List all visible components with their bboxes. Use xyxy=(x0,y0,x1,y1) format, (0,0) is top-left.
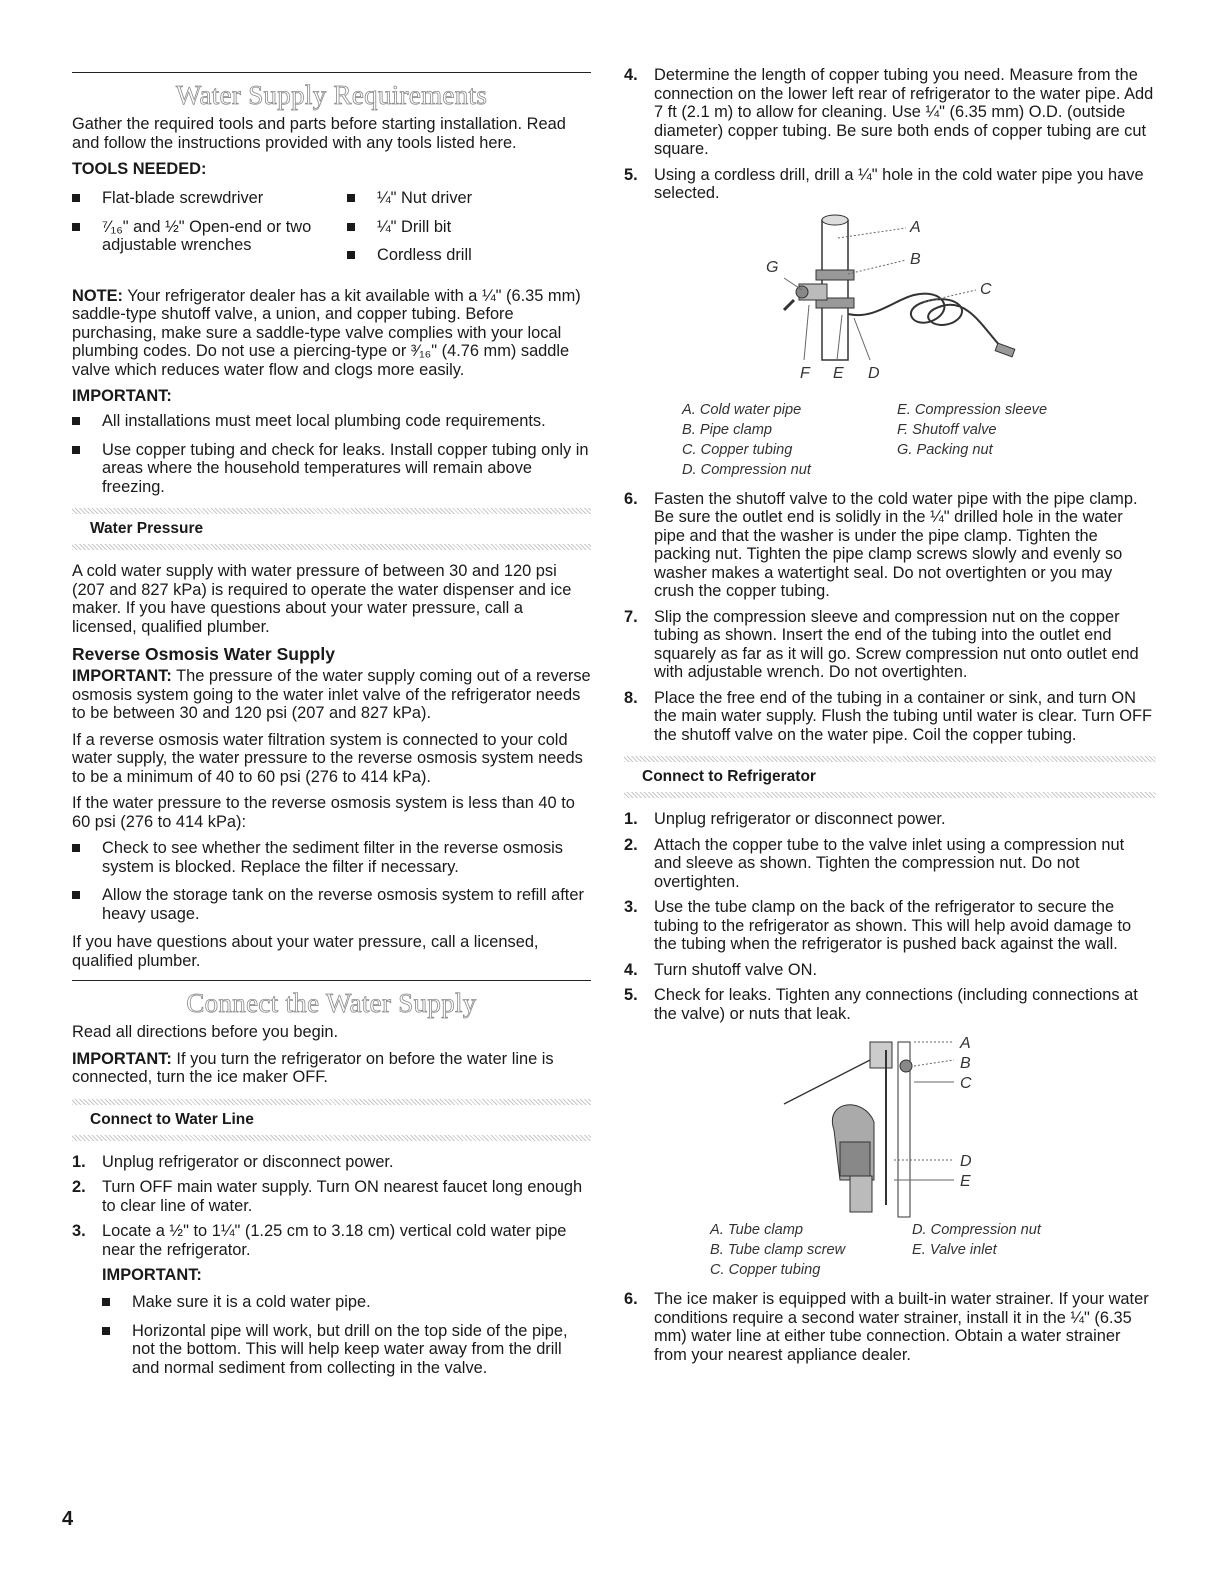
step-item: 7. Slip the compression sleeve and compression nut on the copper tubing as shown. Insert the end of the tubing into the outlet end squarely as far as it will go. Screw compression nut onto outlet end with adjustable wrench. Do not overtighten. xyxy=(624,607,1139,681)
list-item: ¼" Drill bit xyxy=(347,218,587,237)
step-item: 3. Locate a ½" to 1¼" (1.25 cm to 3.18 cm) vertical cold water pipe near the refrigerator. xyxy=(72,1222,567,1259)
figure-legend: A. Cold water pipe E. Compression sleeve B. Pipe clamp F. Shutoff valve C. Copper tubing G. Packing nut D. Compression nut xyxy=(682,401,1048,478)
right-column xyxy=(624,66,1156,1371)
valve-inlet-figure xyxy=(624,1030,1156,1220)
left-column xyxy=(72,62,591,1387)
step-item: 4. Determine the length of copper tubing you need. Measure from the connection on the lower left rear of refrigerator to the water pipe. Add 7 ft (2.1 m) to allow for cleaning. Use ¼" (6.35 mm) O.D. (outside diameter) copper tubing. Be sure both ends of copper tubing are cut square. xyxy=(624,66,1154,158)
list-item: ¼" Nut driver xyxy=(347,189,587,208)
reverse-osmosis-closing: If you have questions about your water pressure, call a licensed, qualified plumber. xyxy=(72,933,539,970)
reverse-osmosis-para: If the water pressure to the reverse osmosis system is less than 40 to 60 psi (276 to 414 kPa): xyxy=(72,794,575,831)
connect-supply-important: IMPORTANT: If you turn the refrigerator on before the water line is connected, turn the ice maker OFF. xyxy=(72,1049,554,1086)
reverse-osmosis-heading: Reverse Osmosis Water Supply xyxy=(72,644,335,664)
figure-label: E xyxy=(960,1173,971,1190)
figure-label: G xyxy=(766,258,779,276)
figure-label: F xyxy=(800,364,810,382)
connect-water-line-header: Connect to Water Line xyxy=(72,1099,591,1141)
list-item: Use copper tubing and check for leaks. Install copper tubing only in areas where the household temperatures will remain above freezing. xyxy=(72,441,591,497)
connect-refrigerator-header: Connect to Refrigerator xyxy=(624,756,1156,798)
water-pressure-text: A cold water supply with water pressure of between 30 and 120 psi (207 and 827 kPa) is required to operate the water dispenser and ice maker. If you have questions about your water pressure, call a licensed, qualified plumber. xyxy=(72,562,572,636)
water-supply-intro: Gather the required tools and parts before starting installation. Read and follow the instructions provided with any tools listed here. xyxy=(72,115,566,152)
valve-inlet-illustration xyxy=(624,1030,1156,1220)
list-item: Flat-blade screwdriver xyxy=(72,189,347,208)
step-item: 6. The ice maker is equipped with a built-in water strainer. If your water conditions require a second water strainer, install it in the ¼" (6.35 mm) water line at either tube connection. Obtain a water strainer from your nearest appliance dealer. xyxy=(624,1290,1149,1364)
step-item: 2. Attach the copper tube to the valve inlet using a compression nut and sleeve as shown. Tighten the compression nut. Do not overtighten. xyxy=(624,835,1125,891)
list-item: Check to see whether the sediment filter in the reverse osmosis system is blocked. Replace the filter if necessary. xyxy=(72,839,591,876)
page-number: 4 xyxy=(62,1508,74,1530)
step-item: 5. Using a cordless drill, drill a ¼" hole in the cold water pipe you have selected. xyxy=(624,165,1144,202)
list-item: Horizontal pipe will work, but drill on the top side of the pipe, not the bottom. This will help keep water away from the drill and normal sediment from collecting in the valve. xyxy=(102,1322,591,1378)
important-heading: IMPORTANT: xyxy=(102,1266,202,1284)
figure-label: A xyxy=(960,1035,971,1052)
tools-heading: TOOLS NEEDED: xyxy=(72,160,207,178)
figure-label: D xyxy=(868,364,880,382)
tools-list xyxy=(72,189,591,275)
list-item: ⁷⁄₁₆" and ½" Open-end or two adjustable wrenches xyxy=(72,218,347,255)
figure-label: A xyxy=(910,218,921,236)
step-item: 5. Check for leaks. Tighten any connections (including connections at the valve) or nuts that leak. xyxy=(624,986,1138,1023)
section-rule xyxy=(72,72,591,73)
list-item: All installations must meet local plumbing code requirements. xyxy=(72,412,591,431)
step-item: 4. Turn shutoff valve ON. xyxy=(624,960,818,979)
reverse-osmosis-important: IMPORTANT: The pressure of the water supply coming out of a reverse osmosis system going to the water inlet valve of the refrigerator needs to be between 30 and 120 psi (207 and 827 kPa). xyxy=(72,667,591,722)
figure-label: E xyxy=(833,364,844,382)
shutoff-valve-figure xyxy=(624,210,1156,400)
note-paragraph: NOTE: Your refrigerator dealer has a kit available with a ¼" (6.35 mm) saddle-type shutoff valve, a union, and copper tubing. Before purchasing, make sure a saddle-type valve complies with your local plumbing codes. Do not use a piercing-type or ³⁄₁₆" (4.76 mm) saddle valve which reduces water flow and clogs more easily. xyxy=(72,286,581,379)
shutoff-valve-illustration xyxy=(624,210,1156,400)
figure-label: D xyxy=(960,1153,972,1170)
list-item: Make sure it is a cold water pipe. xyxy=(102,1293,591,1312)
list-item: Allow the storage tank on the reverse osmosis system to refill after heavy usage. xyxy=(72,886,591,923)
water-pressure-header: Water Pressure xyxy=(72,508,591,550)
water-supply-title: Water Supply Requirements xyxy=(175,80,488,110)
step-item: 1. Unplug refrigerator or disconnect power. xyxy=(624,810,946,828)
step-item: 1. Unplug refrigerator or disconnect power. xyxy=(72,1152,394,1171)
reverse-osmosis-para: If a reverse osmosis water filtration system is connected to your cold water supply, the water pressure to the reverse osmosis system needs to be a minimum of 40 to 60 psi (276 to 414 kPa). xyxy=(72,730,583,786)
list-item: Cordless drill xyxy=(347,246,587,265)
figure-label: B xyxy=(960,1055,971,1072)
connect-supply-title: Connect the Water Supply xyxy=(186,988,477,1018)
figure-label: C xyxy=(980,280,992,298)
important-heading: IMPORTANT: xyxy=(72,387,172,405)
step-item: 6. Fasten the shutoff valve to the cold water pipe with the pipe clamp. Be sure the outlet end is solidly in the ¼" drilled hole in the water pipe and that the washer is under the pipe clamp. Tighten the packing nut. Tighten the pipe clamp screws slowly and evenly so washer makes a watertight seal. Do not overtighten or you may crush the copper tubing. xyxy=(624,489,1138,600)
figure-label: B xyxy=(910,250,921,268)
step-item: 3. Use the tube clamp on the back of the refrigerator to secure the tubing to the refrigerator as shown. This will help avoid damage to the tubing when the refrigerator is pushed back against the wall. xyxy=(624,898,1132,953)
figure-legend: A. Tube clamp D. Compression nut B. Tube clamp screw E. Valve inlet C. Copper tubing xyxy=(710,1222,1041,1278)
step-item: 2. Turn OFF main water supply. Turn ON nearest faucet long enough to clear line of water. xyxy=(72,1178,583,1215)
step-item: 8. Place the free end of the tubing in a container or sink, and turn ON the main water supply. Flush the tubing until water is clear. Turn OFF the shutoff valve on the water pipe. Coil the copper tubing. xyxy=(624,688,1153,744)
section-rule xyxy=(72,980,591,981)
figure-label: C xyxy=(960,1075,972,1092)
connect-supply-intro: Read all directions before you begin. xyxy=(72,1023,339,1041)
